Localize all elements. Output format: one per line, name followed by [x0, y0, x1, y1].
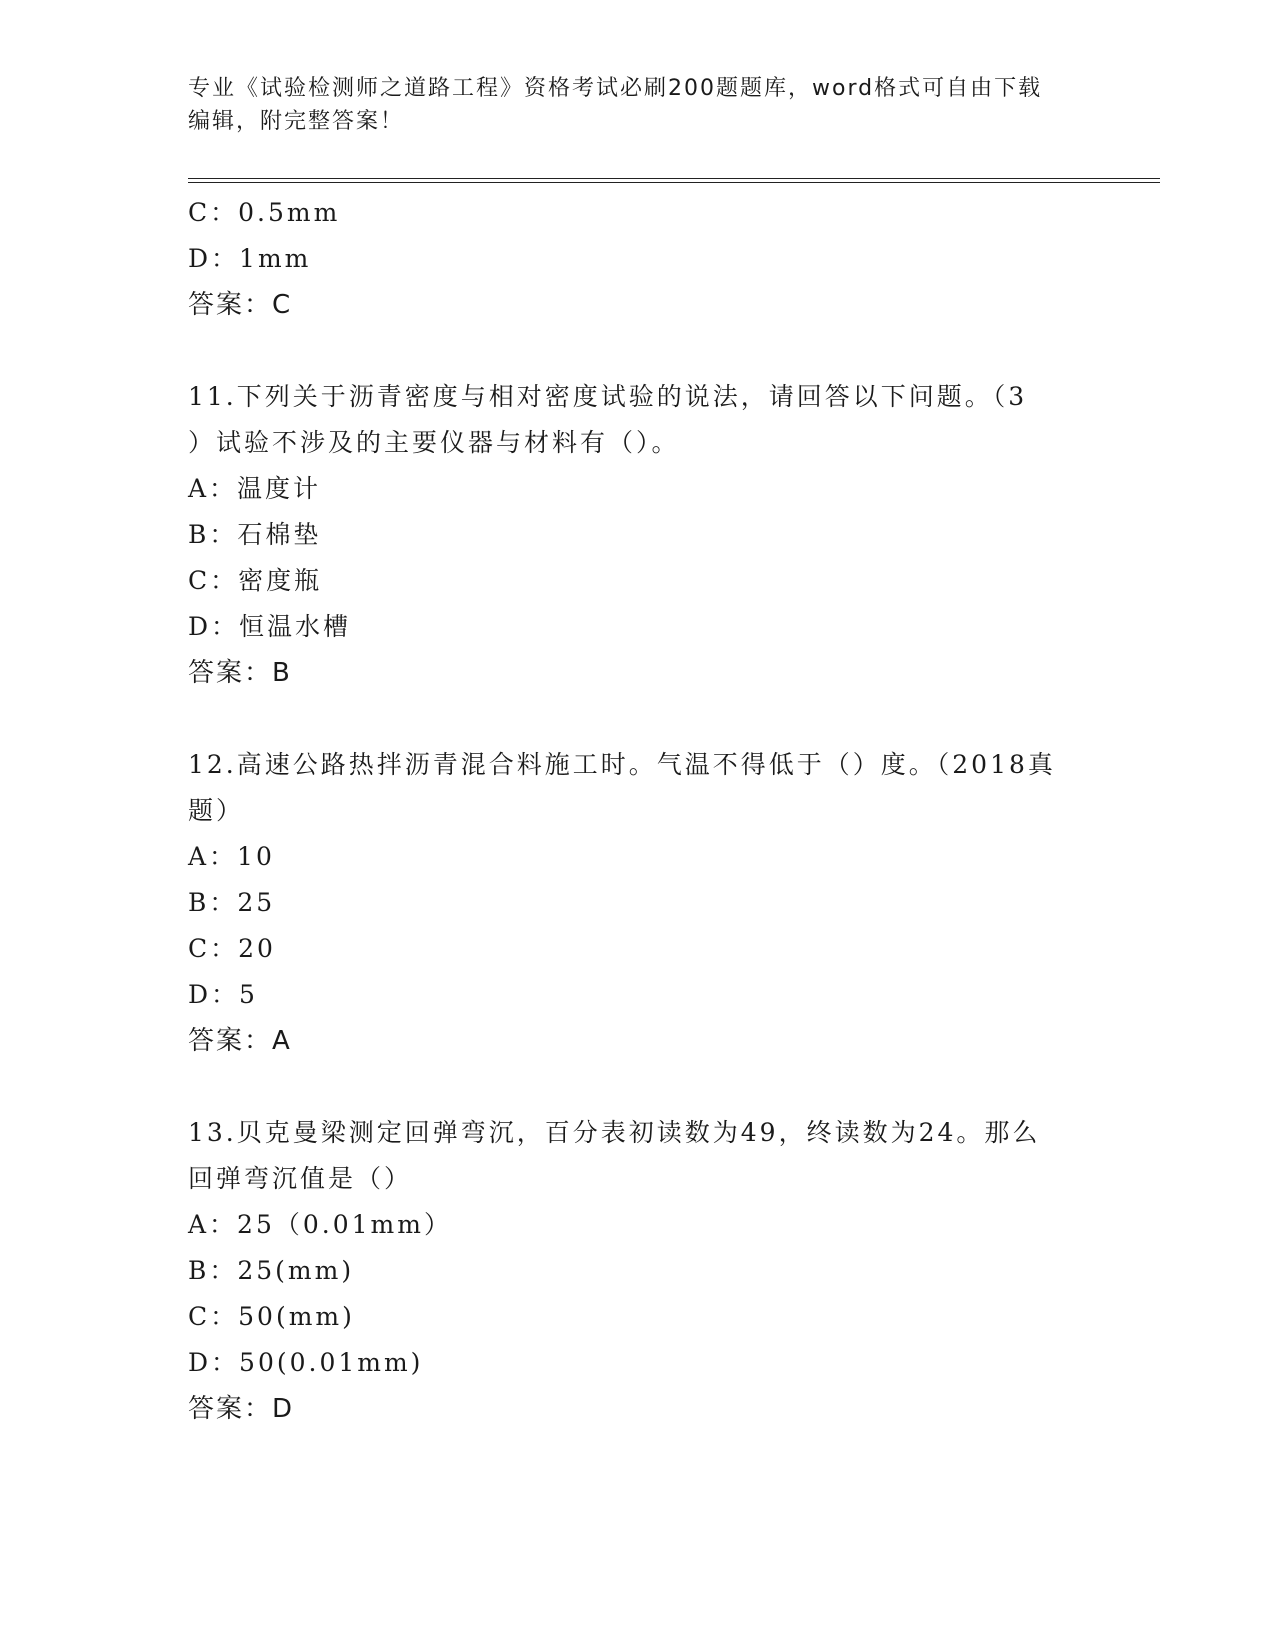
- document-header: [188, 72, 1088, 138]
- question-10-tail: [188, 190, 1088, 328]
- option-d: D：1mm: [188, 244, 312, 273]
- answer-line: 答案：C: [188, 290, 293, 320]
- question-stem-line-1: 12.高速公路热拌沥青混合料施工时。气温不得低于（）度。（2018真: [188, 750, 1056, 779]
- question-stem-line-2: 回弹弯沉值是（）: [188, 1164, 413, 1193]
- question-13: [188, 1110, 1088, 1432]
- option-b: B：石棉垫: [188, 520, 322, 549]
- question-list: [188, 190, 1088, 1432]
- spacer: [188, 1064, 1088, 1110]
- header-title-line-1: 专业《试验检测师之道路工程》资格考试必刷200题题库，word格式可自由下载: [188, 76, 1043, 101]
- option-d: D：恒温水槽: [188, 612, 352, 641]
- header-title-line-2: 编辑，附完整答案！: [188, 109, 405, 134]
- question-stem-line-2: ）试验不涉及的主要仪器与材料有（）。: [188, 428, 680, 457]
- option-c: C：20: [188, 934, 276, 963]
- option-b: B：25: [188, 888, 276, 917]
- question-stem-line-1: 13.贝克曼梁测定回弹弯沉，百分表初读数为49，终读数为24。那么: [188, 1118, 1041, 1147]
- spacer: [188, 328, 1088, 374]
- option-a: A：温度计: [188, 474, 322, 503]
- header-divider-bottom: [188, 182, 1160, 183]
- answer-line: 答案：B: [188, 658, 292, 688]
- header-divider-top: [188, 178, 1160, 179]
- option-a: A：10: [188, 842, 275, 871]
- answer-line: 答案：A: [188, 1026, 292, 1056]
- question-stem-line-1: 11.下列关于沥青密度与相对密度试验的说法，请回答以下问题。（3: [188, 382, 1028, 411]
- answer-line: 答案：D: [188, 1394, 295, 1424]
- question-stem-line-2: 题）: [188, 796, 245, 825]
- option-d: D：5: [188, 980, 258, 1009]
- option-c: C：密度瓶: [188, 566, 323, 595]
- spacer: [188, 696, 1088, 742]
- question-11: [188, 374, 1088, 696]
- option-d: D：50(0.01mm): [188, 1348, 424, 1377]
- option-c: C：50(mm): [188, 1302, 355, 1331]
- option-a: A：25（0.01mm）: [188, 1210, 452, 1239]
- option-c: C：0.5mm: [188, 198, 341, 227]
- question-12: [188, 742, 1088, 1064]
- option-b: B：25(mm): [188, 1256, 355, 1285]
